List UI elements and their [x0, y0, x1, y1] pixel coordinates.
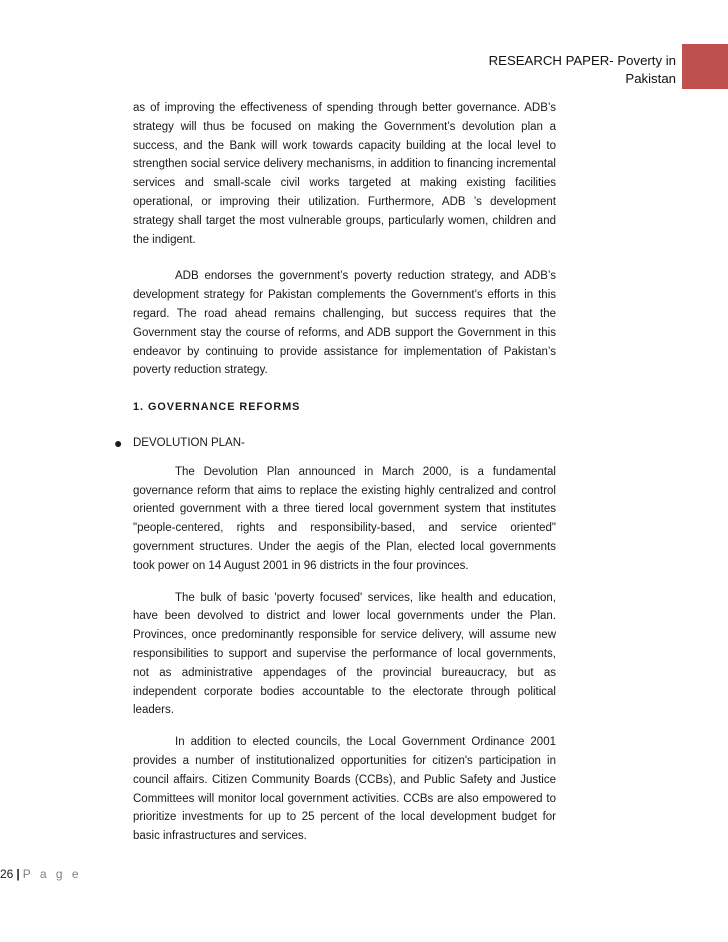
section-number: 1.: [133, 401, 145, 414]
running-header-line-2: Pakistan: [625, 71, 676, 86]
paragraph-devolution-plan: The Devolution Plan announced in March 2000, is a fundamental governance reform that aims to replace the existing highly centralized and control oriented government with a three tiered local government system that institutes "people-centered, rights and responsibility-based, and service oriented" government structures. Under the aegis of the Plan, elected local governments took power on 14 August 2001 in 96 districts in the four provinces.: [133, 465, 556, 572]
section-heading: [133, 398, 556, 417]
running-header: [376, 52, 676, 88]
paragraph-poverty-services: The bulk of basic 'poverty focused' services, like health and education, have been devolved to district and lower local governments under the Plan. Provinces, once predominantly responsible for service delivery, will assume new responsibilities to support and supervise the performance of local governments, not as administrative appendages of the provincial bureaucracy, but as independent corporate bodies accountable to the electorate through political leaders.: [133, 591, 556, 717]
page-footer: [0, 866, 82, 882]
paragraph-continued: as of improving the effectiveness of spending through better governance. ADB’s strategy will thus be focused on making the Government’s devolution plan a success, and the Bank will work towards capacity building at the local level to strengthen social service delivery mechanisms, in addition to financing incremental services and small-scale civil works targeted at making existing facilities operational, or improving their utilization. Furthermore, ADB ’s development strategy shall target the most vulnerable groups, particularly women, children and the indigent.: [133, 102, 556, 246]
page-label: P a g e: [22, 867, 82, 881]
running-header-line-1: RESEARCH PAPER- Poverty in: [488, 53, 676, 68]
footer-separator: |: [16, 867, 20, 881]
bullet-item-devolution: [114, 434, 556, 453]
section-title: GOVERNANCE REFORMS: [148, 401, 301, 414]
bullet-icon: ●: [114, 434, 123, 451]
header-accent-bar: [682, 44, 728, 89]
paragraph-adb-endorsement: ADB endorses the government’s poverty reduction strategy, and ADB’s development strategy for Pakistan complements the Government’s efforts in this regard. The road ahead remains challenging, but success requires that the Government stay the course of reforms, and ADB support the Government in this endeavor by continuing to provide assistance for implementation of Pakistan’s poverty reduction strategy.: [133, 270, 556, 377]
page-body: [114, 99, 556, 859]
page-number: 26: [0, 867, 14, 881]
paragraph-local-government-ordinance: In addition to elected councils, the Local Government Ordinance 2001 provides a number of institutionalized opportunities for citizen's participation in council affairs. Citizen Community Boards (CCBs), and Public Safety and Justice Committees will monitor local government activities. CCBs are also empowered to prioritize investments for up to 25 percent of the local development budget for basic infrastructures and services.: [133, 736, 556, 843]
bullet-label: DEVOLUTION PLAN-: [133, 436, 245, 449]
